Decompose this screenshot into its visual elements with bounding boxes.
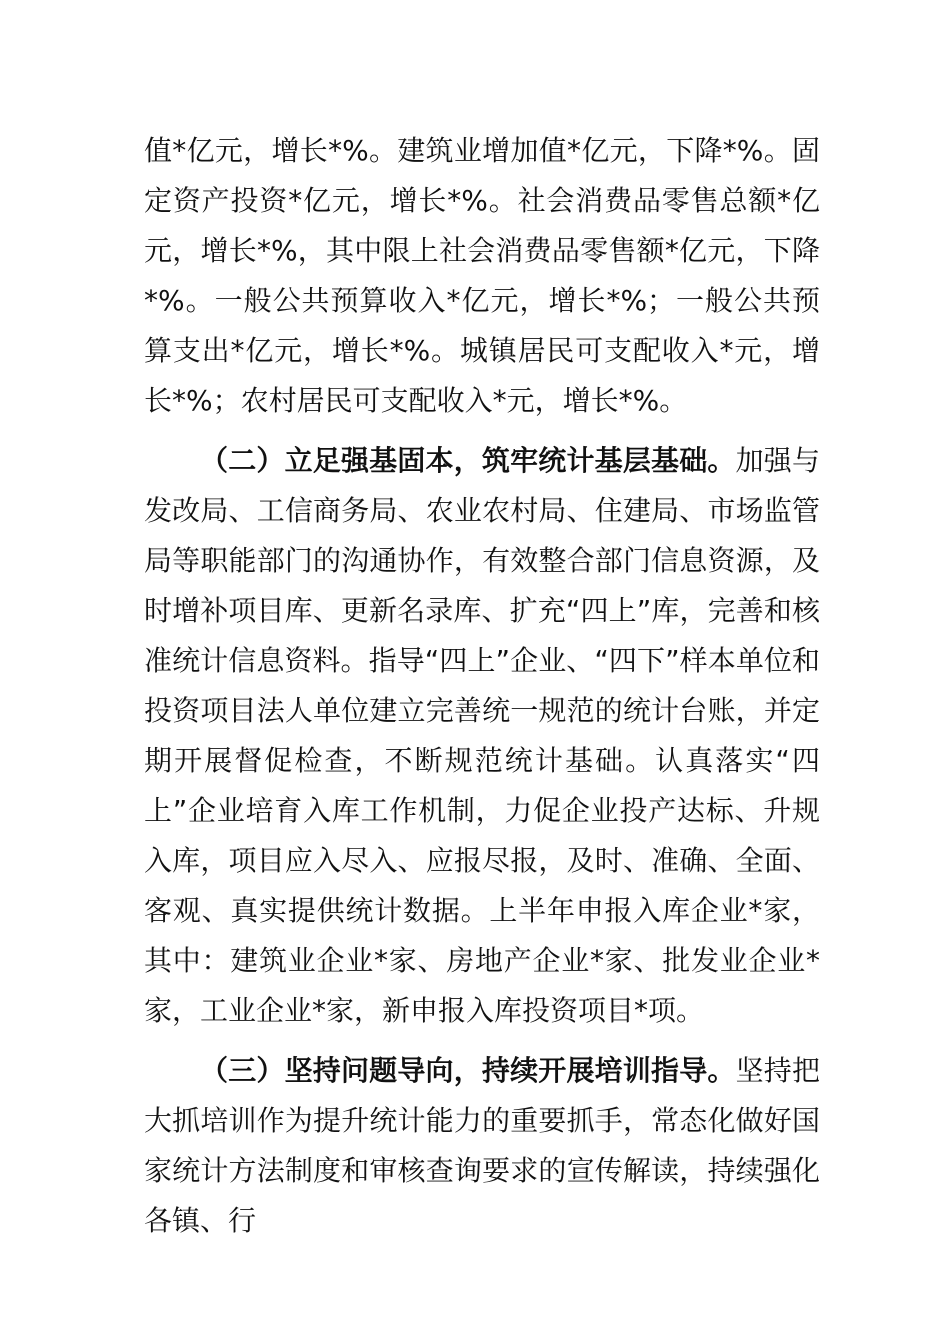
- paragraph-1-text: 值*亿元，增长*%。建筑业增加值*亿元，下降*%。固定资产投资*亿元，增长*%。社会消费品零售总额*亿元，增长*%，其中限上社会消费品零售额*亿元，下降*%。一般公共预算收入*亿元，增长*%；一般公共预算支出*亿元，增长*%。城镇居民可支配收入*元，增长*%；农村居民可支配收入*元，增长*%。: [144, 134, 820, 417]
- section-3-heading: （三）坚持问题导向，持续开展培训指导。: [200, 1054, 736, 1087]
- paragraph-section-2: [144, 436, 820, 1036]
- paragraph-continuation: [144, 126, 820, 426]
- section-2-text: 加强与发改局、工信商务局、农业农村局、住建局、市场监管局等职能部门的沟通协作，有效整合部门信息资源，及时增补项目库、更新名录库、扩充“四上”库，完善和核准统计信息资料。指导“四上”企业、“四下”样本单位和投资项目法人单位建立完善统一规范的统计台账，并定期开展督促检查，不断规范统计基础。认真落实“四上”企业培育入库工作机制，力促企业投产达标、升规入库，项目应入尽入、应报尽报，及时、准确、全面、客观、真实提供统计数据。上半年申报入库企业*家，其中：建筑业企业*家、房地产企业*家、批发业企业*家，工业企业*家，新申报入库投资项目*项。: [144, 444, 820, 1027]
- section-2-heading: （二）立足强基固本，筑牢统计基层基础。: [200, 444, 736, 477]
- document-body: [144, 126, 820, 1256]
- paragraph-section-3: [144, 1046, 820, 1246]
- section-3-text: 坚持把大抓培训作为提升统计能力的重要抓手，常态化做好国家统计方法制度和审核查询要求的宣传解读，持续强化各镇、行: [144, 1054, 820, 1237]
